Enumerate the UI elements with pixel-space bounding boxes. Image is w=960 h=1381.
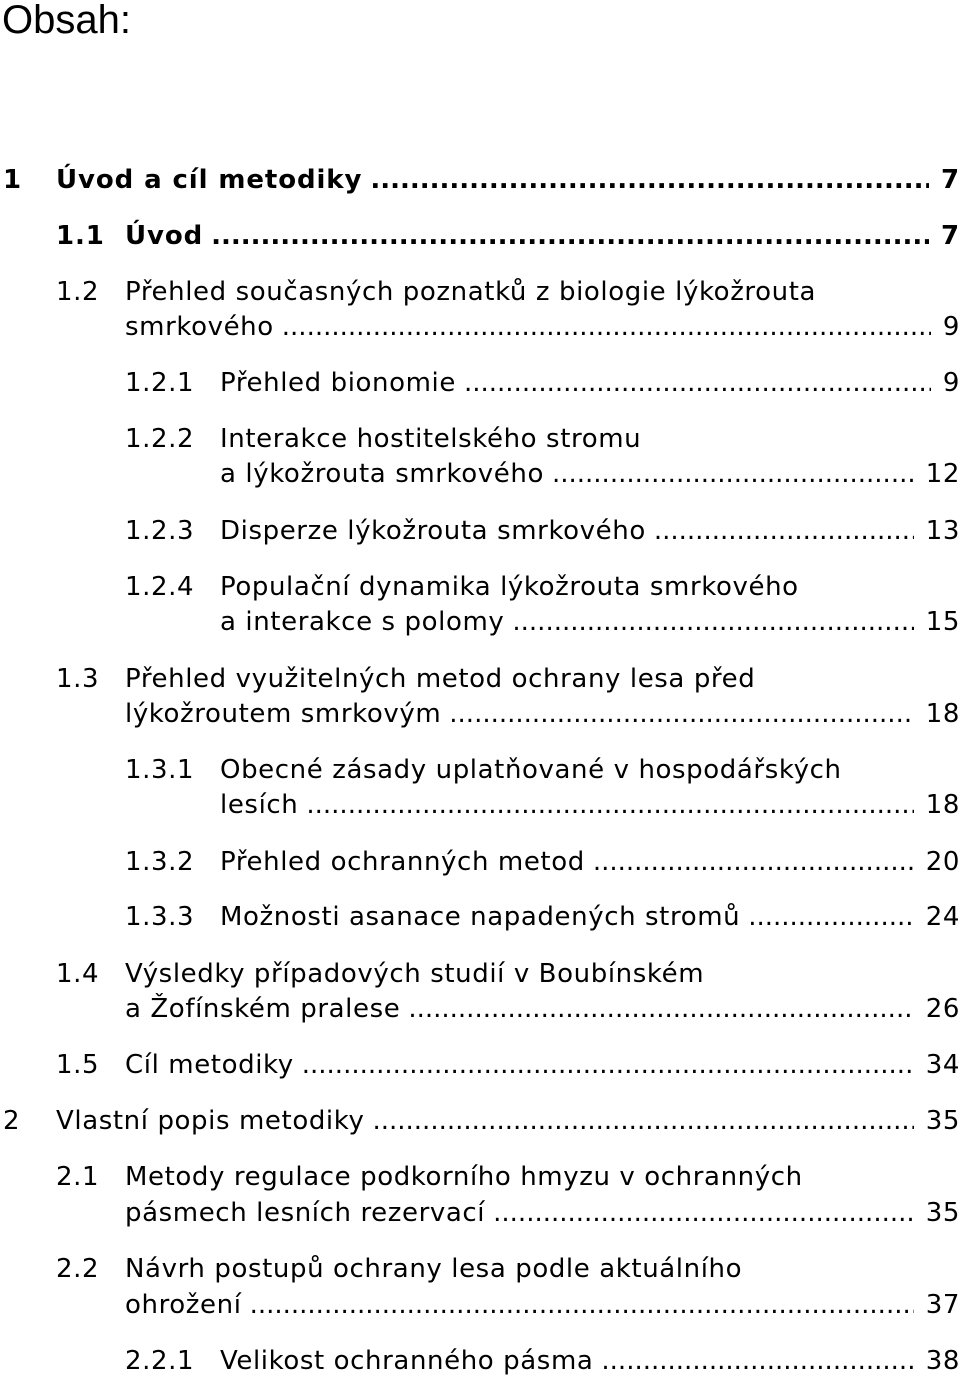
dot-leader — [211, 219, 929, 253]
toc-entry-line — [220, 422, 960, 456]
toc-entry-number: 1.3.2 — [125, 847, 195, 877]
toc-entry-number: 1.2.2 — [125, 424, 195, 454]
toc-entry-title: Cíl metodiky — [125, 1050, 294, 1080]
dot-leader — [250, 1288, 914, 1322]
toc-entry-line — [220, 570, 960, 604]
toc-entry-page: 37 — [925, 1290, 960, 1320]
toc-entry-number: 1.4 — [56, 959, 100, 989]
dot-leader — [370, 163, 929, 197]
toc-entry-number: 1.3.3 — [125, 902, 195, 932]
toc-entry-page: 20 — [925, 847, 960, 877]
toc-entry-page: 9 — [942, 312, 960, 342]
toc-entry-number: 1.3 — [56, 664, 100, 694]
toc-entry-title-continued: a lýkožrouta smrkového — [220, 459, 544, 489]
toc-entry-last-line — [125, 1288, 960, 1322]
toc-entry-title: Možnosti asanace napadených stromů — [220, 902, 741, 932]
dot-leader — [306, 788, 913, 822]
dot-leader — [748, 900, 914, 934]
toc-entry-page: 12 — [925, 459, 960, 489]
dot-leader — [512, 605, 913, 639]
toc-entry-page: 7 — [941, 165, 960, 195]
toc-entry-title: Metody regulace podkorního hmyzu v ochranných — [125, 1162, 803, 1192]
toc-entry-line — [220, 753, 960, 787]
toc-entry-line — [125, 1252, 960, 1286]
toc-entry-last-line — [220, 366, 960, 400]
toc-entry-title: Přehled ochranných metod — [220, 847, 585, 877]
dot-leader — [372, 1104, 913, 1138]
toc-entry-last-line — [220, 788, 960, 822]
toc-entry-title-continued: lýkožroutem smrkovým — [125, 699, 442, 729]
toc-entry-title: Populační dynamika lýkožrouta smrkového — [220, 572, 799, 602]
toc-entry-number: 1.3.1 — [125, 755, 195, 785]
toc-entry-title: Úvod — [125, 221, 204, 251]
toc-entry-number: 2.2 — [56, 1254, 100, 1284]
dot-leader — [552, 457, 914, 491]
dot-leader — [282, 310, 931, 344]
dot-leader — [464, 366, 931, 400]
toc-entry-page: 15 — [925, 607, 960, 637]
toc-entry-last-line — [125, 310, 960, 344]
dot-leader — [593, 845, 914, 879]
toc-entry-title-continued: ohrožení — [125, 1290, 242, 1320]
toc-entry-title: Obecné zásady uplatňované v hospodářských — [220, 755, 842, 785]
toc-entry-title: Velikost ochranného pásma — [220, 1346, 594, 1376]
toc-entry-number: 2.1 — [56, 1162, 100, 1192]
toc-entry-title: Vlastní popis metodiky — [56, 1106, 365, 1136]
toc-entry-last-line — [125, 1196, 960, 1230]
toc-entry-last-line — [220, 514, 960, 548]
toc-entry-last-line — [56, 1104, 960, 1138]
toc-entry-title: Výsledky případových studií v Boubínském — [125, 959, 705, 989]
toc-entry-page: 35 — [925, 1198, 960, 1228]
dot-leader — [654, 514, 914, 548]
toc-entry-page: 9 — [942, 368, 960, 398]
toc-entry-title-continued: smrkového — [125, 312, 274, 342]
toc-entry-number: 1 — [3, 165, 22, 195]
toc-entry-last-line — [125, 219, 960, 253]
toc-entry-last-line — [220, 1344, 960, 1378]
dot-leader — [601, 1344, 913, 1378]
toc-entry-number: 2.2.1 — [125, 1346, 195, 1376]
dot-leader — [302, 1048, 914, 1082]
toc-entry-number: 1.2.3 — [125, 516, 195, 546]
toc-entry-title: Interakce hostitelského stromu — [220, 424, 642, 454]
toc-entry-title-continued: lesích — [220, 790, 299, 820]
toc-entry-page: 18 — [925, 790, 960, 820]
toc-entry-line — [125, 662, 960, 696]
toc-entry-number: 1.2 — [56, 277, 100, 307]
toc-entry-last-line — [56, 163, 960, 197]
toc-entry-line — [125, 1160, 960, 1194]
toc-entry-page: 18 — [925, 699, 960, 729]
toc-entry-title-continued: pásmech lesních rezervací — [125, 1198, 486, 1228]
dot-leader — [449, 697, 913, 731]
toc-entry-page: 26 — [925, 994, 960, 1024]
toc-entry-last-line — [220, 457, 960, 491]
toc-entry-number: 1.2.4 — [125, 572, 195, 602]
toc-entry-last-line — [220, 900, 960, 934]
toc-entry-last-line — [125, 992, 960, 1026]
toc-entry-number: 1.5 — [56, 1050, 100, 1080]
toc-entry-title: Úvod a cíl metodiky — [56, 165, 363, 195]
toc-entry-last-line — [125, 697, 960, 731]
toc-entry-line — [125, 957, 960, 991]
toc-entry-page: 7 — [941, 221, 960, 251]
toc-entry-last-line — [220, 605, 960, 639]
toc-entry-number: 1.1 — [56, 221, 105, 251]
toc-entry-title: Přehled využitelných metod ochrany lesa před — [125, 664, 756, 694]
toc-entry-number: 1.2.1 — [125, 368, 195, 398]
dot-leader — [493, 1196, 914, 1230]
page-title: Obsah: — [2, 0, 131, 42]
toc-entry-title-continued: a interakce s polomy — [220, 607, 505, 637]
toc-entry-number: 2 — [3, 1106, 21, 1136]
toc-entry-title: Přehled bionomie — [220, 368, 456, 398]
toc-entry-title: Disperze lýkožrouta smrkového — [220, 516, 646, 546]
toc-entry-title-continued: a Žofínském pralese — [125, 994, 401, 1024]
toc-entry-page: 38 — [925, 1346, 960, 1376]
toc-entry-last-line — [220, 845, 960, 879]
toc-entry-title: Přehled současných poznatků z biologie lýkožrouta — [125, 277, 817, 307]
dot-leader — [408, 992, 913, 1026]
toc-entry-page: 24 — [925, 902, 960, 932]
toc-entry-page: 35 — [925, 1106, 960, 1136]
toc-entry-line — [125, 275, 960, 309]
toc-entry-last-line — [125, 1048, 960, 1082]
toc-entry-page: 34 — [925, 1050, 960, 1080]
toc-entry-page: 13 — [925, 516, 960, 546]
toc-entry-title: Návrh postupů ochrany lesa podle aktuálního — [125, 1254, 743, 1284]
